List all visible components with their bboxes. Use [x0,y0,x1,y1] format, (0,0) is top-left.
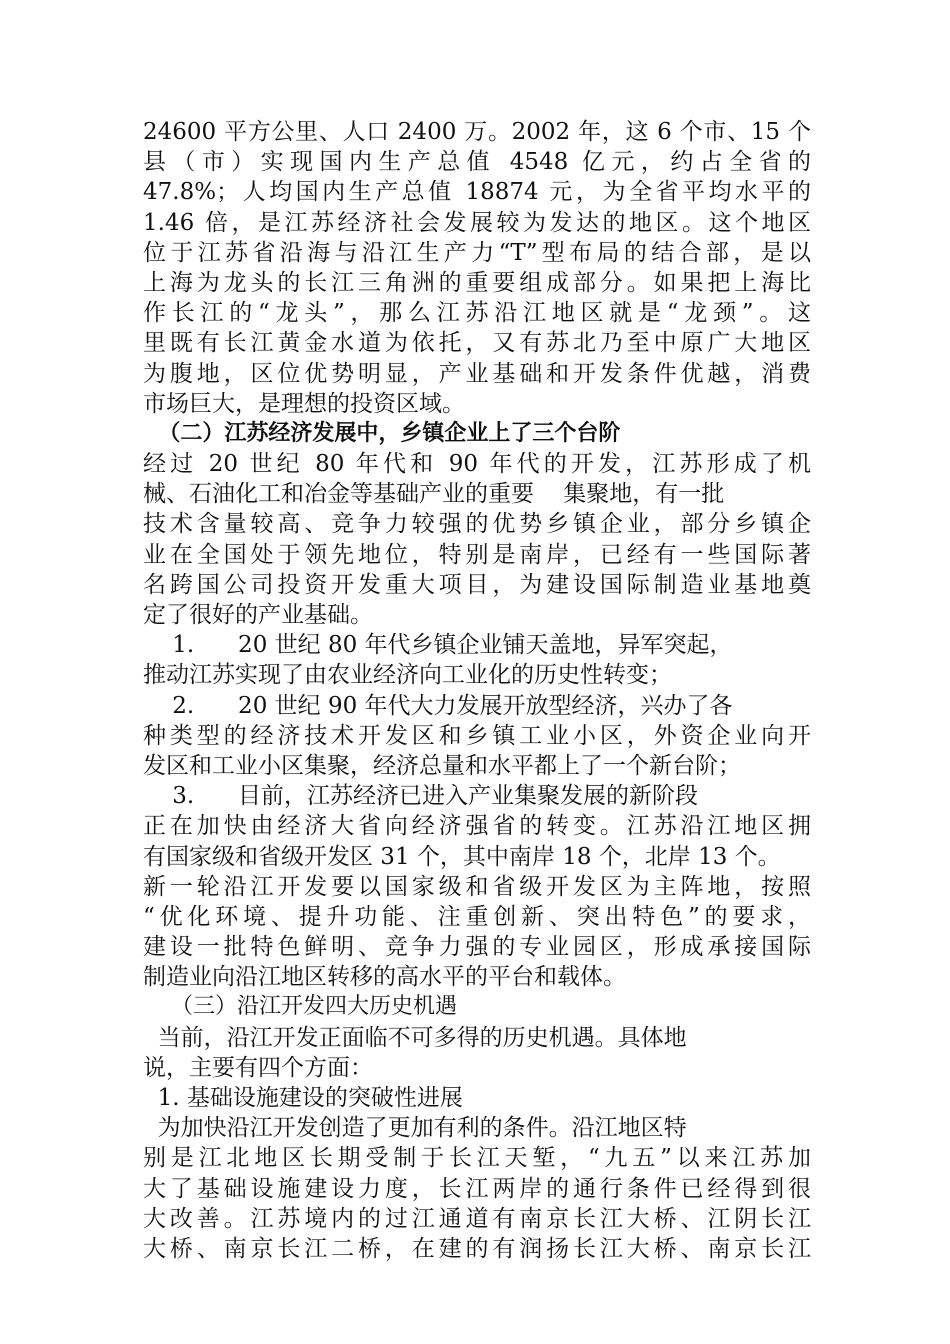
section-heading: （二）江苏经济发展中，乡镇企业上了三个台阶 [143,420,621,446]
text-line: 作长江的“龙头”，那么江苏沿江地区就是“龙颈”。这 [143,300,811,327]
text-line: 大了基础设施建设力度，长江两岸的通行条件已经得到很 [143,1175,811,1202]
text-line: 位于江苏省沿海与沿江生产力“T”型布局的结合部，是以 [143,239,811,266]
text-line: 当前，沿江开发正面临不可多得的历史机遇。具体地 [143,1024,687,1051]
text-line: 推动江苏实现了由农业经济向工业化的历史性转变； [143,662,672,689]
text-line: 种类型的经济技术开发区和乡镇工业小区，外资企业向开 [143,722,811,749]
text-line: 3. 目前，江苏经济已进入产业集聚发展的新阶段 [143,783,699,810]
text-line: 有国家级和省级开发区 31 个，其中南岸 18 个，北岸 13 个。 [143,843,781,870]
text-line: 为腹地，区位优势明显，产业基础和开发条件优越，消费 [143,360,811,387]
text-line: 24600 平方公里、人口 2400 万。2002 年，这 6 个市、15 个 [143,119,811,145]
text-line: 大改善。江苏境内的过江通道有南京长江大桥、江阴长江 [143,1205,811,1232]
text-line: 市场巨大，是理想的投资区域。 [143,390,465,417]
text-line: 名跨国公司投资开发重大项目，为建设国际制造业基地奠 [143,571,811,598]
text-line: 县（市）实现国内生产总值 4548 亿元，约占全省的 [143,149,811,176]
section-heading: （三）沿江开发四大历史机遇 [143,994,457,1020]
text-line: 定了很好的产业基础。 [143,602,373,628]
text-line: 别是江北地区长期受制于长江天堑，“九五”以来江苏加 [143,1145,811,1172]
text-line: 1. 基础设施建设的突破性进展 [143,1085,463,1111]
text-line: 里既有长江黄金水道为依托，又有苏北乃至中原广大地区 [143,330,811,357]
text-line: 经过 20 世纪 80 年代和 90 年代的开发，江苏形成了机 [143,451,811,478]
text-line: 技术含量较高、竞争力较强的优势乡镇企业，部分乡镇企 [143,511,811,538]
text-line: 上海为龙头的长江三角洲的重要组成部分。如果把上海比 [143,269,811,296]
text-line: 械、石油化工和冶金等基础产业的重要 集聚地，有一批 [143,481,725,508]
text-line: 为加快沿江开发创造了更加有利的条件。沿江地区特 [143,1115,687,1142]
text-line: 47.8%；人均国内生产总值 18874 元，为全省平均水平的 [143,179,811,206]
text-line: 正在加快由经济大省向经济强省的转变。江苏沿江地区拥 [143,813,811,840]
text-line: 新一轮沿江开发要以国家级和省级开发区为主阵地，按照 [143,873,811,900]
text-line: 说，主要有四个方面： [143,1054,373,1081]
text-line: 业在全国处于领先地位，特别是南岸，已经有一些国际著 [143,541,811,568]
document-body [143,117,811,1264]
text-line: 1.46 倍，是江苏经济社会发展较为发达的地区。这个地区 [143,209,811,236]
text-line: 发区和工业小区集聚，经济总量和水平都上了一个新台阶； [143,752,741,779]
text-line: “优化环境、提升功能、注重创新、突出特色”的要求， [143,903,811,930]
text-line: 制造业向沿江地区转移的高水平的平台和载体。 [143,964,626,991]
text-line: 大桥、南京长江二桥，在建的有润扬长江大桥、南京长江 [143,1235,811,1262]
text-line: 建设一批特色鲜明、竞争力强的专业园区，形成承接国际 [143,934,811,961]
text-line: 2. 20 世纪 90 年代大力发展开放型经济，兴办了各 [143,692,733,719]
text-line: 1. 20 世纪 80 年代乡镇企业铺天盖地，异军突起， [143,632,733,659]
